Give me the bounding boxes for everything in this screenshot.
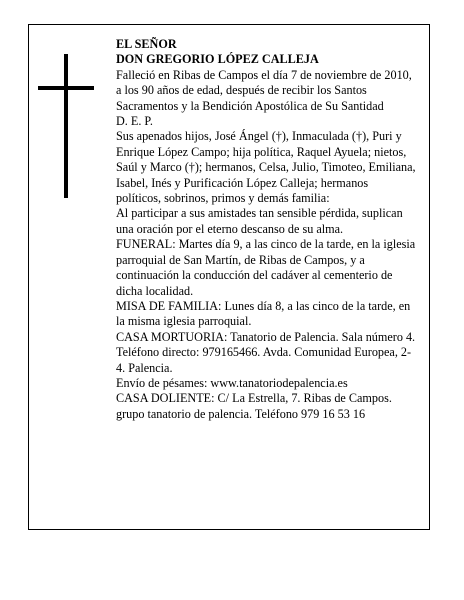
obituary-text xyxy=(116,37,416,422)
dep-line: D. E. P. xyxy=(116,114,153,129)
death-paragraph: Falleció en Ribas de Campos el día 7 de noviembre de 2010, a los 90 años de edad, después de recibir los Santos Sacramentos y la Bendición Apostólica de Su Santidad xyxy=(116,67,412,113)
notice-title: EL SEÑOR xyxy=(116,37,177,51)
request-paragraph: Al participar a sus amistades tan sensible pérdida, suplican una oración por el eterno descanso de su alma. xyxy=(116,206,403,236)
condolences-line: Envío de pésames: www.tanatoriodepalencia.es xyxy=(116,375,348,390)
footer-line: grupo tanatorio de palencia. Teléfono 979 16 53 16 xyxy=(116,406,366,421)
home-paragraph: CASA DOLIENTE: C/ La Estrella, 7. Ribas de Campos. xyxy=(116,391,392,406)
cross-icon-bar xyxy=(38,86,94,90)
mortuary-paragraph: CASA MORTUORIA: Tanatorio de Palencia. Sala número 4. Teléfono directo: 979165466. Avda. Comunidad Europea, 2-4. Palencia. xyxy=(116,329,416,375)
mass-paragraph: MISA DE FAMILIA: Lunes día 8, a las cinco de la tarde, en la misma iglesia parroquial. xyxy=(116,298,411,329)
cross-icon xyxy=(64,54,68,198)
deceased-name: DON GREGORIO LÓPEZ CALLEJA xyxy=(116,52,319,67)
family-paragraph: Sus apenados hijos, José Ángel (†), Inmaculada (†), Puri y Enrique López Campo; hija política, Raquel Ayuela; nietos, Saúl y Marco (†); hermanos, Celsa, Julio, Timoteo, Emiliana, Isabel, Inés y Purificación López Calleja; hermanos políticos, sobrinos, primos y demás familia: xyxy=(116,129,416,206)
funeral-paragraph: FUNERAL: Martes día 9, a las cinco de la tarde, en la iglesia parroquial de San Martín, de Ribas de Campos, y a continuación la conducción del cadáver al cementerio de dicha localidad. xyxy=(116,237,416,298)
